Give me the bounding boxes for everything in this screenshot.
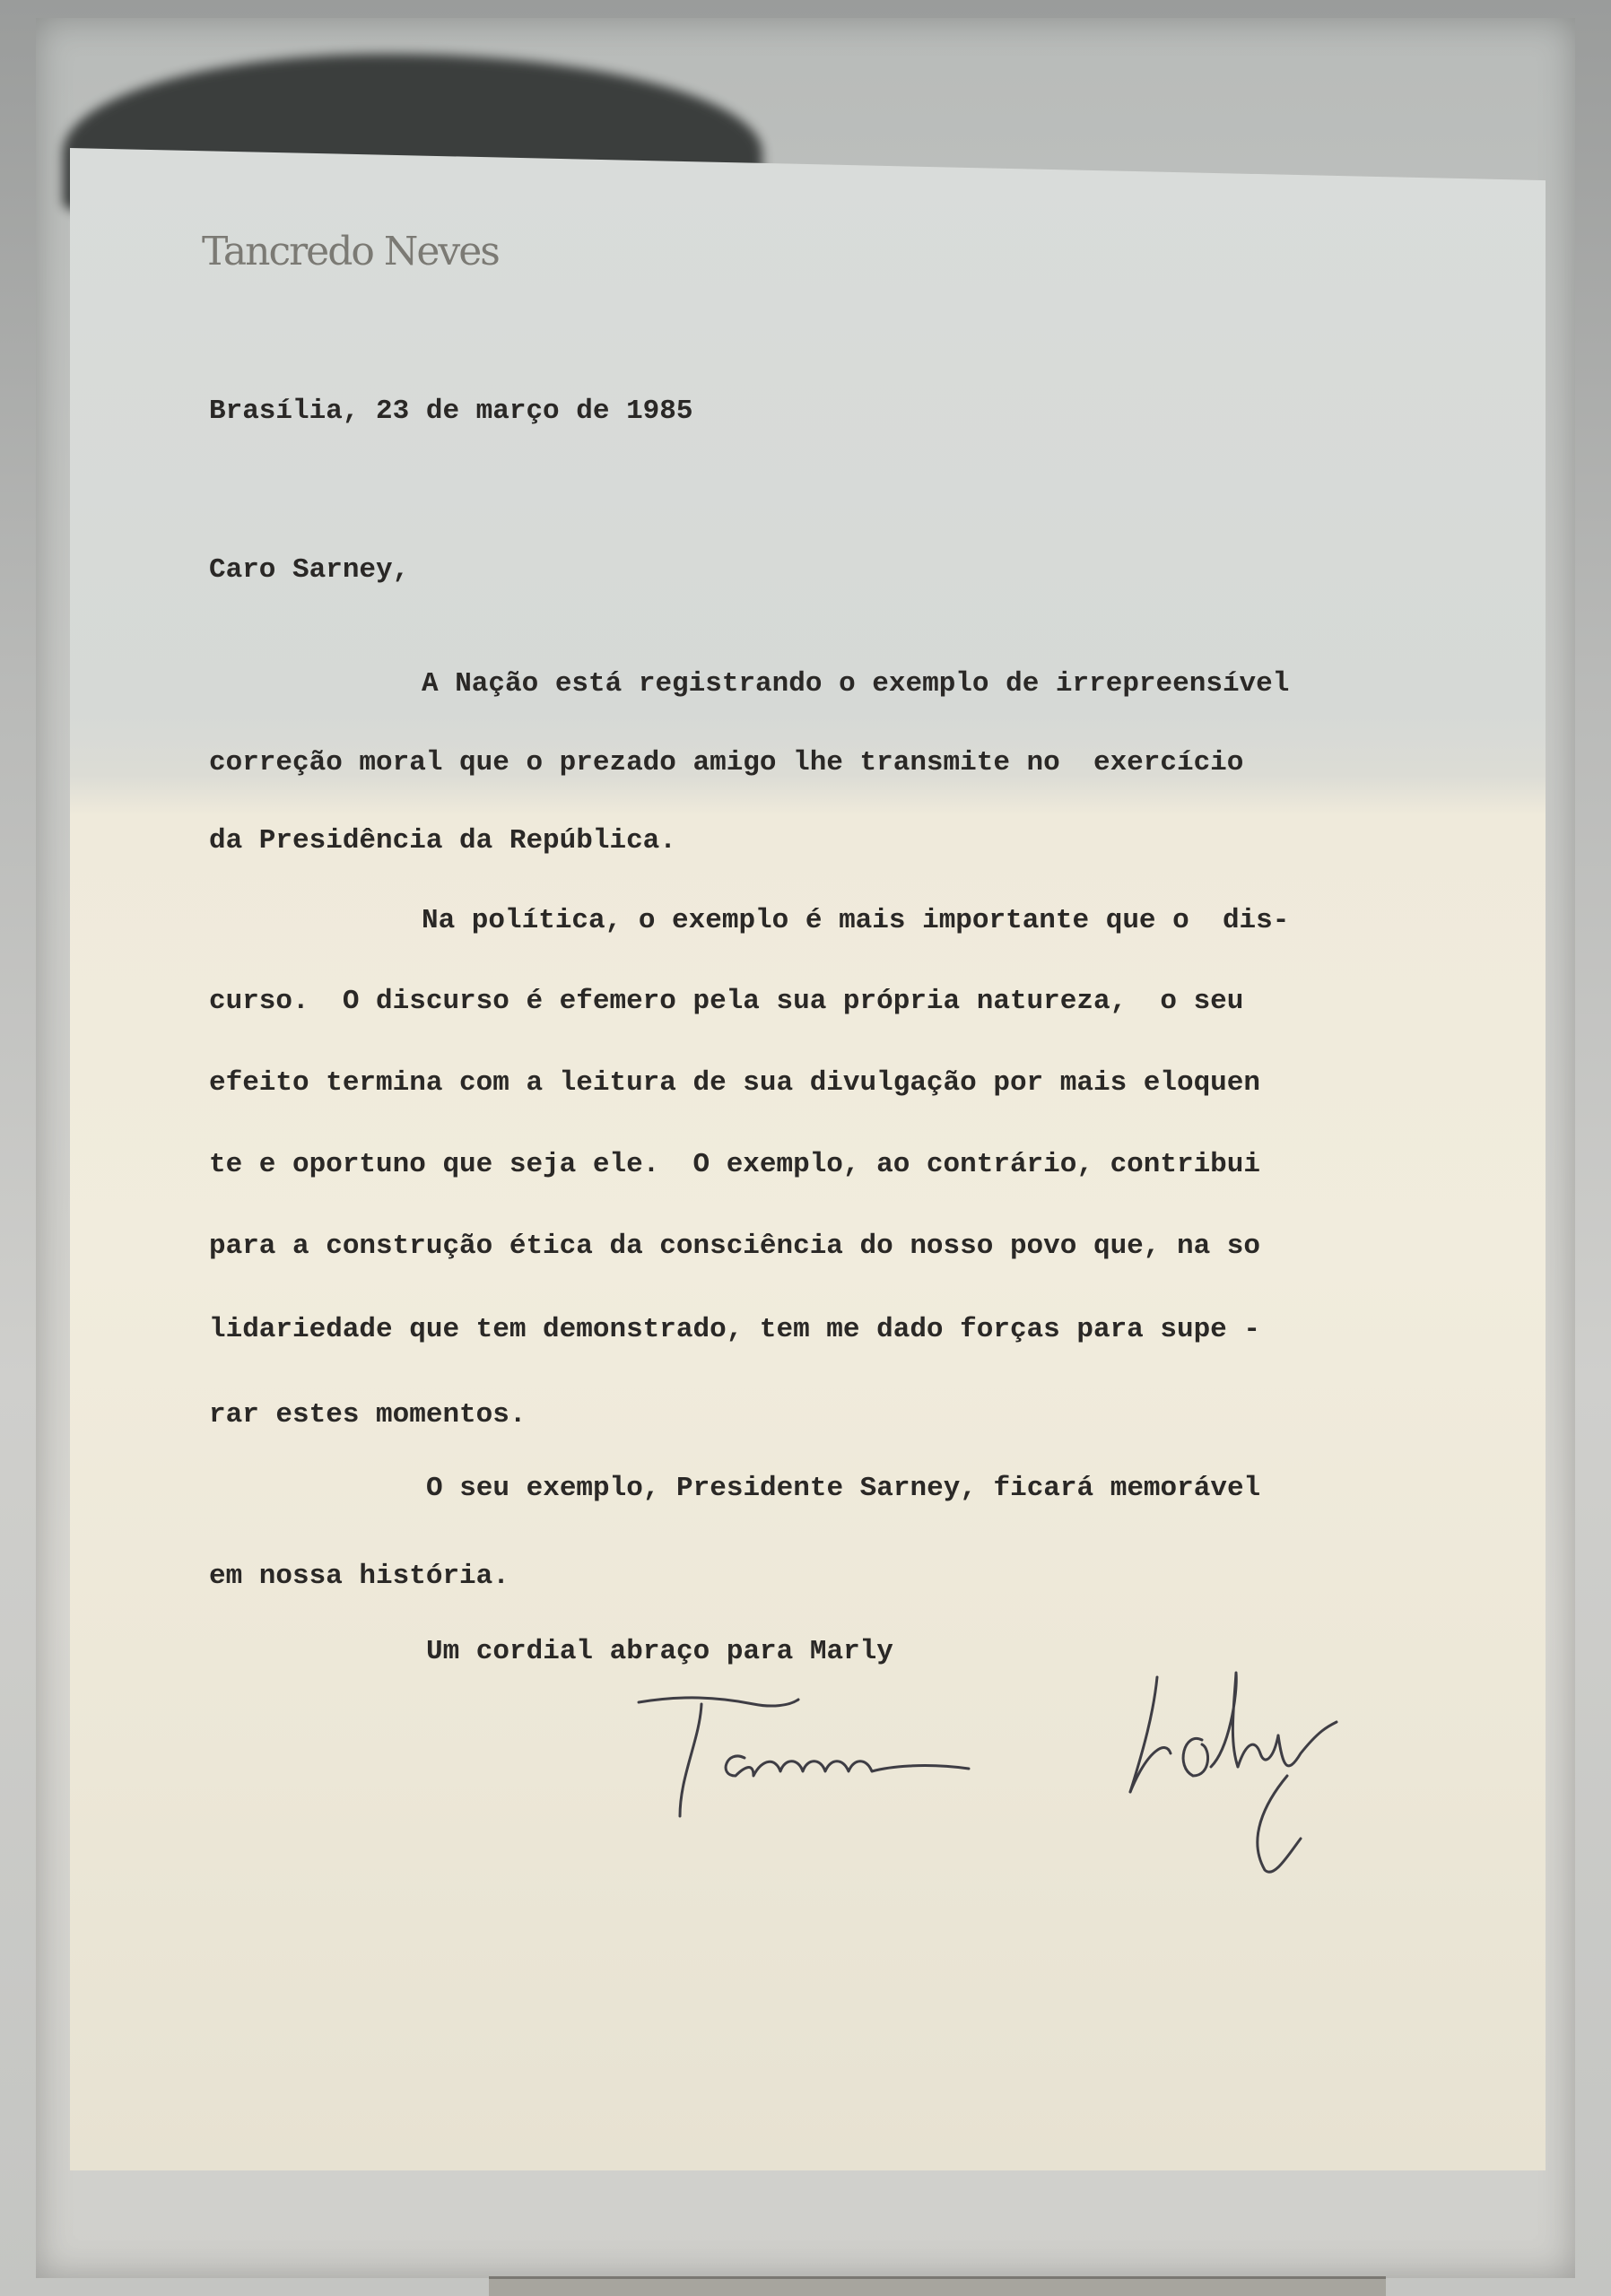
body-line: em nossa história. [209, 1561, 509, 1592]
body-line: lidariedade que tem demonstrado, tem me dado forças para supe - [209, 1314, 1260, 1345]
body-line: te e oportuno que seja ele. O exemplo, ao contrário, contribui [209, 1149, 1260, 1180]
body-line: da Presidência da República. [209, 825, 676, 857]
frame-bottom-edge [489, 2276, 1386, 2296]
body-line: efeito termina com a leitura de sua divulgação por mais eloquen [209, 1067, 1260, 1099]
body-line: curso. O discurso é efemero pela sua própria natureza, o seu [209, 986, 1244, 1017]
body-line: correção moral que o prezado amigo lhe transmite no exercício [209, 747, 1244, 778]
body-line: Na política, o exemplo é mais importante que o dis- [422, 905, 1290, 936]
date-line: Brasília, 23 de março de 1985 [209, 396, 693, 427]
signature [619, 1641, 1408, 1892]
body-line: A Nação está registrando o exemplo de irrepreensível [422, 668, 1290, 700]
body-line: O seu exemplo, Presidente Sarney, ficará memorável [426, 1473, 1261, 1504]
letterhead: Tancredo Neves [202, 229, 499, 274]
salutation: Caro Sarney, [209, 554, 410, 586]
body-line: para a construção ética da consciência do nosso povo que, na so [209, 1231, 1260, 1262]
body-line: rar estes momentos. [209, 1399, 527, 1431]
closing-line: Um cordial abraço para Marly [426, 1636, 893, 1667]
